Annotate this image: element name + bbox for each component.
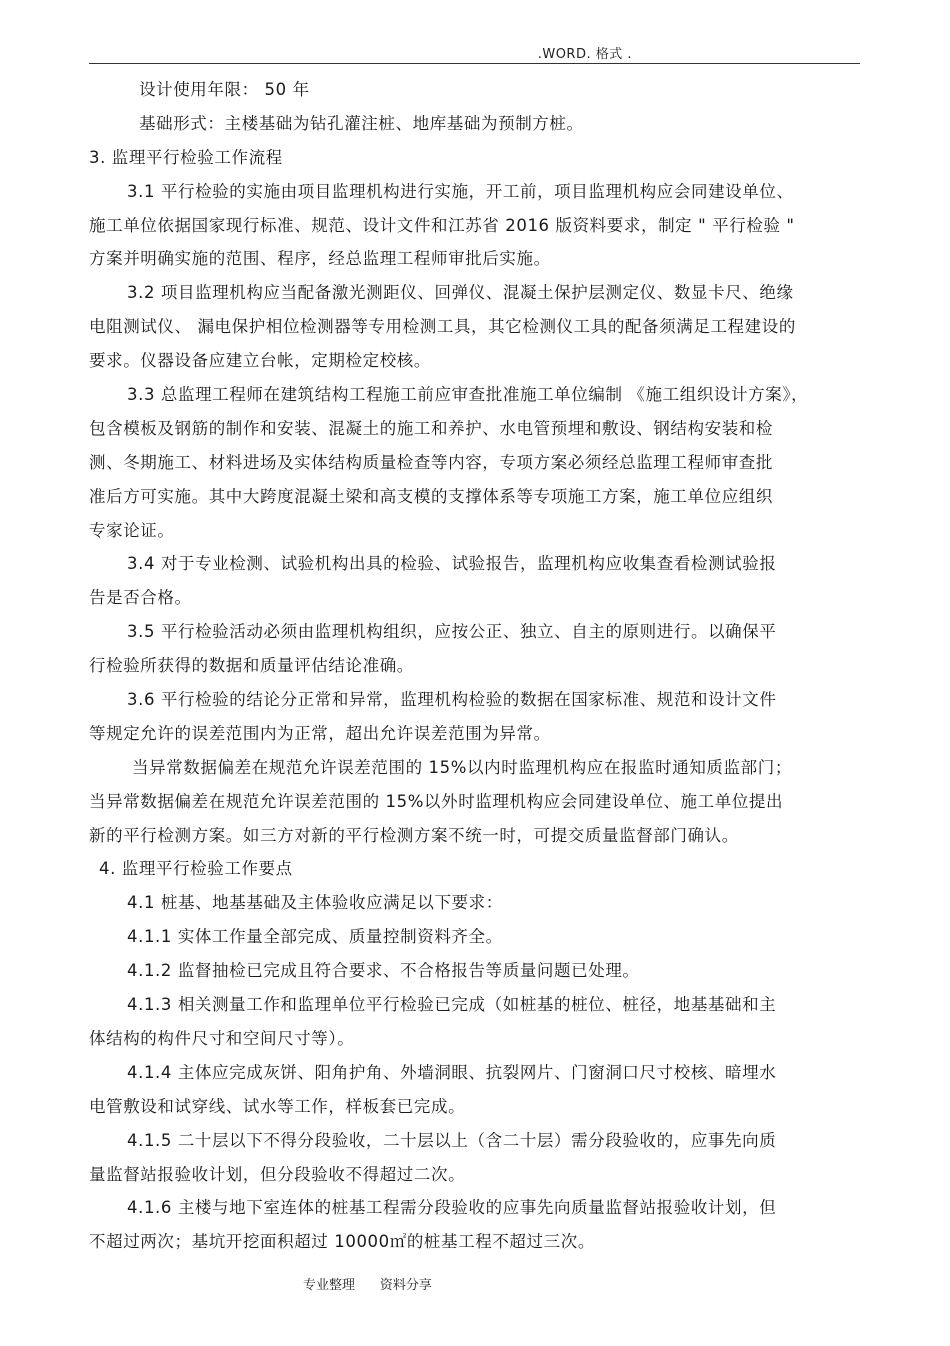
- text-line: 电管敷设和试穿线、试水等工作，样板套已完成。: [89, 1096, 466, 1116]
- text-line: 不超过两次；基坑开挖面积超过 10000㎡的桩基工程不超过三次。: [89, 1232, 595, 1252]
- text-line: 3.5 平行检验活动必须由监理机构组织，应按公正、独立、自主的原则进行。以确保平: [127, 622, 777, 642]
- text-line: 设计使用年限： 50 年: [139, 80, 310, 99]
- text-line: 电阻测试仪、 漏电保护相位检测器等专用检测工具，其它检测仪工具的配备须满足工程建设的: [89, 317, 796, 337]
- header-rule: [89, 63, 860, 64]
- page-footer: [303, 1274, 432, 1293]
- text-line: 等规定允许的误差范围内为正常，超出允许误差范围为异常。: [89, 723, 551, 743]
- text-line: 包含模板及钢筋的制作和安装、混凝土的施工和养护、水电管预埋和敷设、钢结构安装和检: [89, 418, 773, 438]
- footer-right-text: 资料分享: [379, 1278, 432, 1293]
- text-line: 3.2 项目监理机构应当配备激光测距仪、回弹仪、混凝土保护层测定仪、数显卡尺、绝缘: [127, 283, 794, 303]
- text-line: 3.3 总监理工程师在建筑结构工程施工前应审查批准施工单位编制 《施工组织设计方案》，: [127, 385, 809, 405]
- text-line: 4.1.5 二十层以下不得分段验收，二十层以上（含二十层）需分段验收的，应事先向质: [127, 1130, 777, 1150]
- text-line: 要求。仪器设备应建立台帐，定期检定校核。: [89, 351, 431, 371]
- text-line: 施工单位依据国家现行标准、规范、设计文件和江苏省 2016 版资料要求，制定 " 平行检验 ": [89, 215, 795, 235]
- text-line: 告是否合格。: [89, 588, 192, 608]
- text-line: 当异常数据偏差在规范允许误差范围的 15%以外时监理机构应会同建设单位、施工单位提出: [89, 791, 784, 811]
- text-line: 新的平行检测方案。如三方对新的平行检测方案不统一时，可提交质量监督部门确认。: [89, 825, 739, 845]
- text-line: 4.1.1 实体工作量全部完成、质量控制资料齐全。: [127, 927, 503, 947]
- text-line: 4.1.2 监督抽检已完成且符合要求、不合格报告等质量问题已处理。: [127, 961, 640, 981]
- footer-left-text: 专业整理: [303, 1278, 356, 1293]
- text-line: 基础形式：主楼基础为钻孔灌注桩、地库基础为预制方桩。: [139, 113, 584, 133]
- text-line: 测、冬期施工、材料进场及实体结构质量检查等内容，专项方案必须经总监理工程师审查批: [89, 452, 773, 472]
- text-line: 准后方可实施。其中大跨度混凝土梁和高支模的支撑体系等专项施工方案，施工单位应组织: [89, 486, 773, 506]
- text-line: 方案并明确实施的范围、程序，经总监理工程师审批后实施。: [89, 249, 551, 269]
- document-body: [89, 73, 864, 1259]
- section-heading: 3. 监理平行检验工作流程: [89, 147, 283, 167]
- section-heading: 4. 监理平行检验工作要点: [99, 859, 293, 879]
- text-line: 4.1.6 主楼与地下室连体的桩基工程需分段验收的应事先向质量监督站报验收计划，但: [127, 1198, 777, 1218]
- text-line: 4.1.4 主体应完成灰饼、阳角护角、外墙洞眼、抗裂网片、门窗洞口尺寸校核、暗埋水: [127, 1062, 777, 1082]
- text-line: 行检验所获得的数据和质量评估结论准确。: [89, 656, 414, 676]
- text-line: 3.1 平行检验的实施由项目监理机构进行实施，开工前，项目监理机构应会同建设单位、: [127, 181, 794, 201]
- text-line: 量监督站报验收计划，但分段验收不得超过二次。: [89, 1164, 466, 1184]
- text-line: 4.1 桩基、地基基础及主体验收应满足以下要求：: [127, 893, 503, 913]
- text-line: 3.6 平行检验的结论分正常和异常，监理机构检验的数据在国家标准、规范和设计文件: [127, 690, 777, 710]
- text-line: 3.4 对于专业检测、试验机构出具的检验、试验报告，监理机构应收集查看检测试验报: [127, 554, 777, 574]
- text-line: 体结构的构件尺寸和空间尺寸等）。: [89, 1028, 355, 1048]
- text-line: 4.1.3 相关测量工作和监理单位平行检验已完成（如桩基的桩位、桩径，地基基础和主: [127, 995, 777, 1015]
- text-line: 专家论证。: [89, 520, 175, 540]
- header-format-label: .WORD. 格式 .: [537, 47, 632, 62]
- text-line: 当异常数据偏差在规范允许误差范围的 15%以内时监理机构应在报监时通知质监部门；: [132, 757, 792, 777]
